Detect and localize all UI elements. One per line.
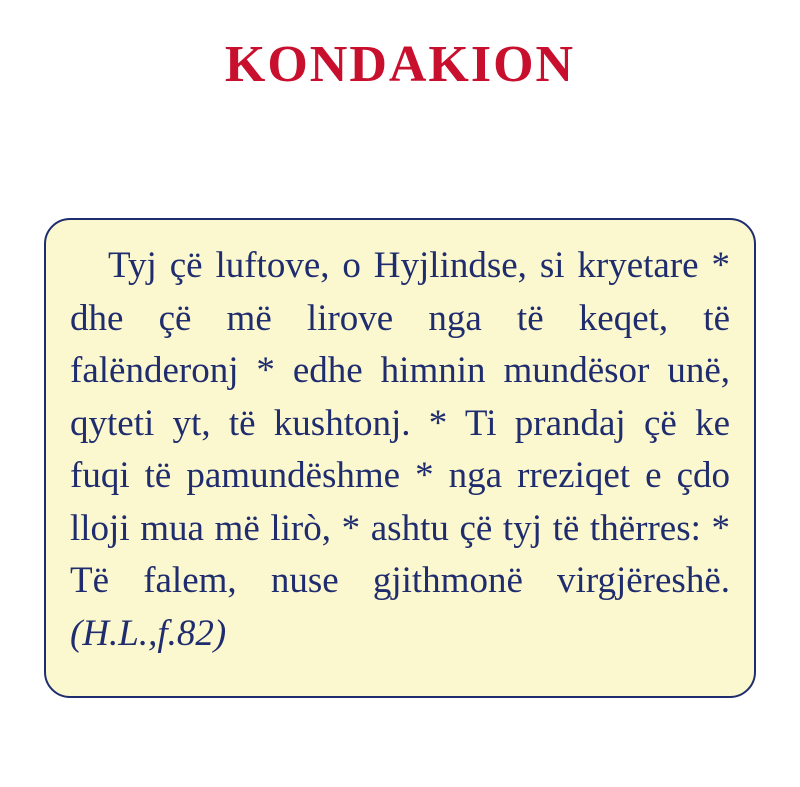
hymn-text xyxy=(70,240,730,660)
hymn-body-text: Tyj çë luftove, o Hyjlindse, si kryetare * dhe çë më lirove nga të keqet, të falënderonj * edhe himnin mundësor unë, qyteti yt, të kushtonj. * Ti prandaj çë ke fuqi të pamundëshme * nga rreziqet e çdo lloji mua më lirò, * ashtu çë tyj të thërres: * Të falem, nuse gjithmonë virgjëreshë. xyxy=(70,245,730,602)
page-title: KONDAKION xyxy=(224,36,576,93)
hymn-card-inner xyxy=(46,220,754,676)
hymn-source-reference: (H.L.,f.82) xyxy=(70,612,227,654)
hymn-card xyxy=(44,218,756,698)
